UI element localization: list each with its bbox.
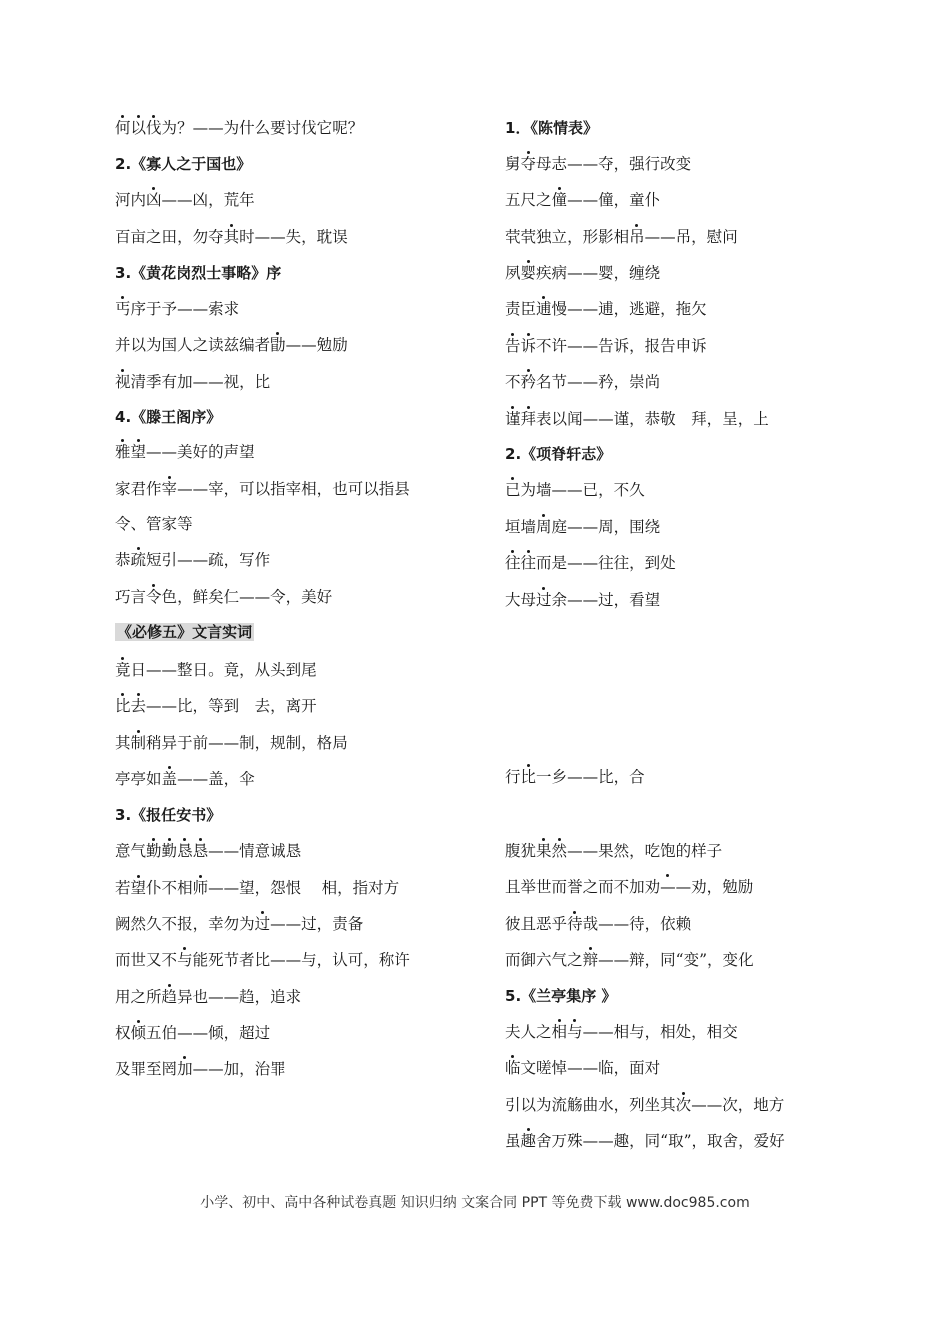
text-line: 行比一乡——比，合 (505, 768, 645, 786)
page-footer: 小学、初中、高中各种试卷真题 知识归纳 文案合同 PPT 等免费下载 www.doc985.com (200, 1195, 750, 1211)
section-heading: 《必修五》文言实词 (117, 623, 253, 641)
text-line: 虽趣舍万殊——趣，同“取”，取舍，爱好 (505, 1132, 785, 1150)
text-line: 若望仆不相师——望，怨恨 相，指对方 (115, 879, 400, 897)
section-heading: 2.《项脊轩志》 (505, 445, 612, 463)
text-line: 阙然久不报，幸勿为过——过，责备 (115, 915, 364, 933)
text-line: 且举世而誉之而不加劝——劝，勉励 (505, 878, 754, 896)
text-line: 何以伐为？——为什么要讨伐它呢？ (115, 119, 364, 137)
text-line: 责臣逋慢——逋，逃避，拖欠 (505, 300, 707, 318)
text-line: 及罪至罔加——加，治罪 (115, 1060, 286, 1078)
text-line: 其制稍异于前——制，规制，格局 (115, 734, 348, 752)
text-line: 意气勤勤恳恳——情意诚恳 (115, 842, 302, 860)
text-line: 视清季有加——视，比 (115, 373, 271, 391)
text-line: 茕茕独立，形影相吊——吊，慰问 (505, 228, 738, 246)
text-line: 百亩之田，勿夺其时——失，耽误 (115, 228, 348, 246)
text-line: 亭亭如盖——盖，伞 (115, 770, 255, 788)
text-line: 临文嗟悼——临，面对 (505, 1059, 661, 1077)
section-heading: 5.《兰亭集序 》 (505, 987, 617, 1005)
section-heading: 3.《报任安书》 (115, 806, 222, 824)
text-line: 五尺之僮——僮，童仆 (505, 191, 661, 209)
text-line: 丐序于予——索求 (115, 300, 240, 318)
text-line: 舅夺母志——夺，强行改变 (505, 155, 692, 173)
text-line: 往往而是——往往，到处 (505, 554, 676, 572)
text-line: 巧言令色，鲜矣仁——令，美好 (115, 588, 333, 606)
text-line: 不矜名节——矜，崇尚 (505, 373, 661, 391)
text-line: 权倾五伯——倾，超过 (115, 1024, 271, 1042)
text-line: 而世又不与能死节者比——与，认可，称许 (115, 951, 410, 969)
text-line: 并以为国人之读兹编者勖——勉励 (115, 336, 348, 354)
text-line: 而御六气之辩——辩，同“变”，变化 (505, 951, 754, 969)
text-line: 大母过余——过，看望 (505, 591, 661, 609)
text-line: 彼且恶乎待哉——待，依赖 (505, 915, 692, 933)
text-line: 引以为流觞曲水，列坐其次——次，地方 (505, 1096, 785, 1114)
section-heading: 3.《黄花岗烈士事略》序 (115, 264, 282, 282)
text-line: 雅望——美好的声望 (115, 443, 255, 461)
text-line: 已为墙——已，不久 (505, 481, 645, 499)
text-line: 恭疏短引——疏，写作 (115, 551, 271, 569)
text-line: 告诉不许——告诉，报告申诉 (505, 337, 707, 355)
text-line: 比去——比，等到 去，离开 (115, 697, 317, 715)
section-heading: 4.《滕王阁序》 (115, 408, 222, 426)
text-line: 竟日——整日。竟，从头到尾 (115, 661, 317, 679)
text-line: 家君作宰——宰，可以指宰相，也可以指县 (115, 480, 410, 498)
text-line: 令、管家等 (115, 515, 193, 533)
section-heading: 1．《陈情表》 (505, 119, 599, 137)
text-line: 用之所趋异也——趋，追求 (115, 988, 302, 1006)
text-line: 河内凶——凶，荒年 (115, 191, 255, 209)
text-line: 腹犹果然——果然，吃饱的样子 (505, 842, 723, 860)
text-line: 夫人之相与——相与，相处，相交 (505, 1023, 738, 1041)
text-line: 垣墙周庭——周，围绕 (505, 518, 661, 536)
text-line: 谨拜表以闻——谨，恭敬 拜，呈，上 (505, 410, 769, 428)
text-line: 夙婴疾病——婴，缠绕 (505, 264, 661, 282)
section-heading: 2.《寡人之于国也》 (115, 155, 252, 173)
